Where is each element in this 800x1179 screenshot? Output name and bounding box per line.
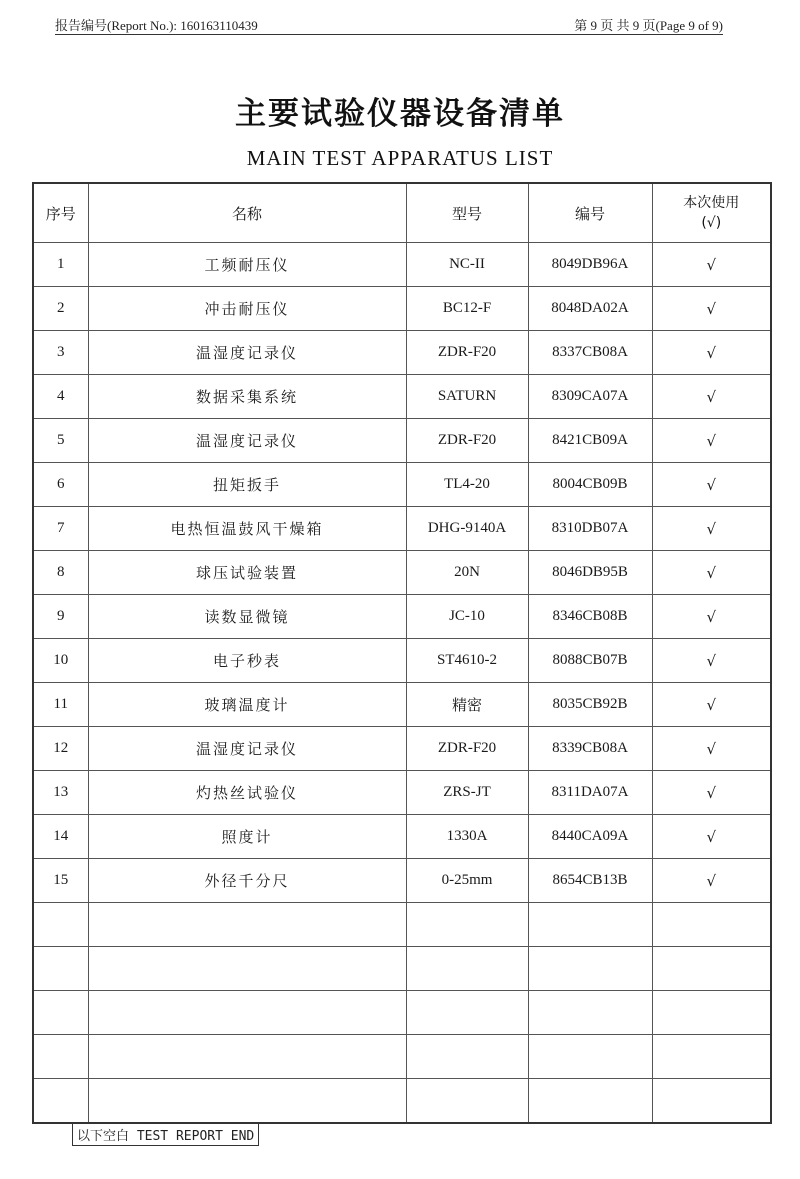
cell-model — [406, 991, 528, 1035]
cell-index — [33, 1035, 88, 1079]
cell-number: 8035CB92B — [528, 683, 652, 727]
table-row — [33, 1079, 771, 1123]
cell-model: 1330A — [406, 815, 528, 859]
cell-model: 20N — [406, 551, 528, 595]
table-row — [33, 639, 771, 683]
cell-used: √ — [652, 595, 771, 639]
cell-number: 8440CA09A — [528, 815, 652, 859]
table-body — [33, 243, 771, 1123]
cell-used — [652, 1079, 771, 1123]
cell-model: BC12-F — [406, 287, 528, 331]
table-row — [33, 815, 771, 859]
cell-model: DHG-9140A — [406, 507, 528, 551]
table-row — [33, 991, 771, 1035]
cell-used — [652, 903, 771, 947]
cell-name: 工频耐压仪 — [88, 243, 406, 287]
cell-number: 8048DA02A — [528, 287, 652, 331]
cell-index: 2 — [33, 287, 88, 331]
cell-number: 8049DB96A — [528, 243, 652, 287]
cell-number — [528, 903, 652, 947]
cell-used — [652, 947, 771, 991]
cell-model: ST4610-2 — [406, 639, 528, 683]
header-used-checkmark: (√) — [701, 215, 722, 231]
cell-number: 8337CB08A — [528, 331, 652, 375]
table-row — [33, 683, 771, 727]
table-row — [33, 331, 771, 375]
table-row — [33, 1035, 771, 1079]
cell-used: √ — [652, 419, 771, 463]
cell-index: 7 — [33, 507, 88, 551]
table-row — [33, 903, 771, 947]
cell-model — [406, 1079, 528, 1123]
cell-name — [88, 991, 406, 1035]
cell-index: 6 — [33, 463, 88, 507]
cell-name: 读数显微镜 — [88, 595, 406, 639]
cell-used — [652, 991, 771, 1035]
table-row — [33, 551, 771, 595]
cell-model — [406, 1035, 528, 1079]
cell-used: √ — [652, 463, 771, 507]
table-row — [33, 375, 771, 419]
cell-number — [528, 1079, 652, 1123]
cell-name: 玻璃温度计 — [88, 683, 406, 727]
cell-index: 5 — [33, 419, 88, 463]
table-row — [33, 947, 771, 991]
page-title-english: MAIN TEST APPARATUS LIST — [246, 146, 554, 170]
table-row — [33, 727, 771, 771]
test-report-end-note: 以下空白 TEST REPORT END — [72, 1123, 259, 1146]
table-row — [33, 419, 771, 463]
cell-used: √ — [652, 375, 771, 419]
header-used-label: 本次使用 — [683, 195, 740, 211]
cell-model — [406, 947, 528, 991]
cell-name — [88, 903, 406, 947]
page-header — [55, 12, 723, 35]
cell-name: 电子秒表 — [88, 639, 406, 683]
cell-name: 冲击耐压仪 — [88, 287, 406, 331]
table-row — [33, 287, 771, 331]
cell-index: 12 — [33, 727, 88, 771]
cell-name: 电热恒温鼓风干燥箱 — [88, 507, 406, 551]
cell-name — [88, 1079, 406, 1123]
cell-number: 8346CB08B — [528, 595, 652, 639]
table-row — [33, 507, 771, 551]
cell-number: 8654CB13B — [528, 859, 652, 903]
cell-index: 9 — [33, 595, 88, 639]
table-row — [33, 771, 771, 815]
page-title-chinese: 主要试验仪器设备清单 — [235, 96, 565, 132]
cell-index: 8 — [33, 551, 88, 595]
cell-name: 数据采集系统 — [88, 375, 406, 419]
cell-number: 8339CB08A — [528, 727, 652, 771]
cell-number: 8421CB09A — [528, 419, 652, 463]
cell-name — [88, 1035, 406, 1079]
cell-model: ZDR-F20 — [406, 331, 528, 375]
cell-name: 温湿度记录仪 — [88, 727, 406, 771]
cell-number — [528, 991, 652, 1035]
cell-used: √ — [652, 551, 771, 595]
cell-number: 8309CA07A — [528, 375, 652, 419]
cell-used — [652, 1035, 771, 1079]
cell-number: 8046DB95B — [528, 551, 652, 595]
cell-number — [528, 1035, 652, 1079]
cell-used: √ — [652, 639, 771, 683]
cell-index: 13 — [33, 771, 88, 815]
header-number: 编号 — [528, 183, 652, 243]
cell-used: √ — [652, 287, 771, 331]
header-model: 型号 — [406, 183, 528, 243]
cell-model: TL4-20 — [406, 463, 528, 507]
cell-used: √ — [652, 859, 771, 903]
cell-index — [33, 1079, 88, 1123]
cell-name: 温湿度记录仪 — [88, 419, 406, 463]
cell-name: 扭矩扳手 — [88, 463, 406, 507]
cell-name: 球压试验装置 — [88, 551, 406, 595]
table-row — [33, 243, 771, 287]
header-used — [652, 183, 771, 243]
cell-name: 照度计 — [88, 815, 406, 859]
cell-index — [33, 903, 88, 947]
cell-number: 8088CB07B — [528, 639, 652, 683]
cell-used: √ — [652, 815, 771, 859]
cell-name: 灼热丝试验仪 — [88, 771, 406, 815]
cell-used: √ — [652, 243, 771, 287]
page-indicator: 第 9 页 共 9 页(Page 9 of 9) — [574, 18, 723, 33]
cell-used: √ — [652, 507, 771, 551]
cell-number: 8310DB07A — [528, 507, 652, 551]
header-index: 序号 — [33, 183, 88, 243]
cell-model: ZDR-F20 — [406, 419, 528, 463]
cell-name — [88, 947, 406, 991]
cell-number — [528, 947, 652, 991]
header-name: 名称 — [88, 183, 406, 243]
cell-model: ZDR-F20 — [406, 727, 528, 771]
cell-model: NC-II — [406, 243, 528, 287]
cell-index: 14 — [33, 815, 88, 859]
cell-number: 8311DA07A — [528, 771, 652, 815]
cell-used: √ — [652, 331, 771, 375]
cell-index: 4 — [33, 375, 88, 419]
apparatus-table — [32, 182, 772, 1124]
cell-number: 8004CB09B — [528, 463, 652, 507]
cell-index — [33, 947, 88, 991]
cell-model: SATURN — [406, 375, 528, 419]
table-row — [33, 859, 771, 903]
cell-index: 10 — [33, 639, 88, 683]
cell-used: √ — [652, 727, 771, 771]
table-row — [33, 463, 771, 507]
cell-index: 15 — [33, 859, 88, 903]
cell-model: 0-25mm — [406, 859, 528, 903]
cell-used: √ — [652, 683, 771, 727]
cell-index: 11 — [33, 683, 88, 727]
table-row — [33, 595, 771, 639]
cell-name: 温湿度记录仪 — [88, 331, 406, 375]
cell-model: 精密 — [406, 683, 528, 727]
cell-name: 外径千分尺 — [88, 859, 406, 903]
cell-index — [33, 991, 88, 1035]
cell-used: √ — [652, 771, 771, 815]
cell-model — [406, 903, 528, 947]
report-number: 报告编号(Report No.): 160163110439 — [55, 18, 258, 33]
table-header-row — [33, 183, 771, 243]
cell-model: JC-10 — [406, 595, 528, 639]
cell-index: 1 — [33, 243, 88, 287]
cell-model: ZRS-JT — [406, 771, 528, 815]
cell-index: 3 — [33, 331, 88, 375]
